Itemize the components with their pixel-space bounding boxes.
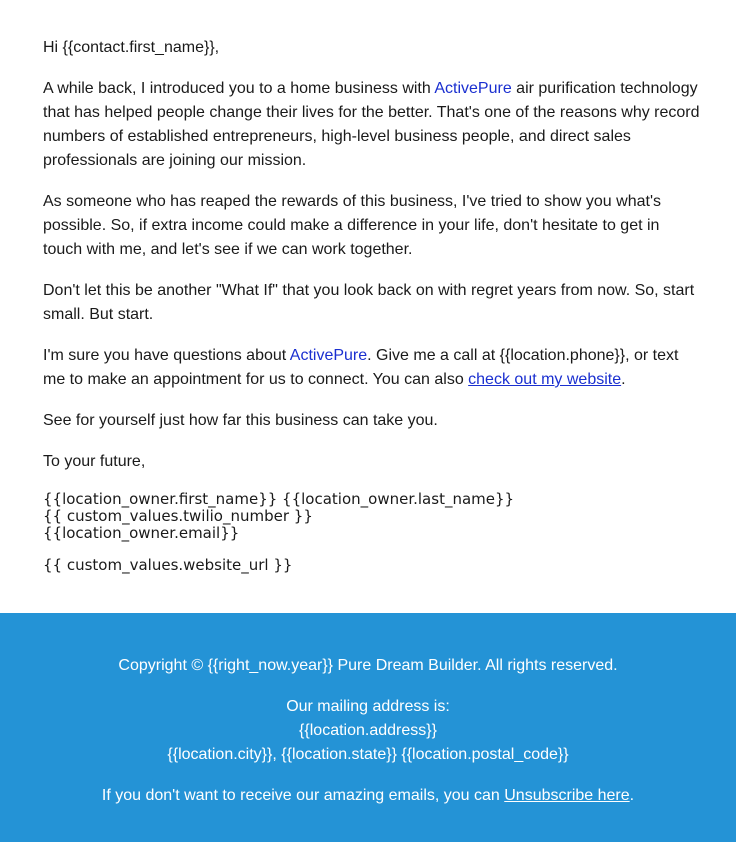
paragraph-questions-text-2: . Give me a call at {{location.phone}}, or text me to make an appointment for us to connect. You can also [43,347,679,388]
email-footer [0,613,736,842]
footer-copyright: Copyright © {{right_now.year}} Pure Dream Builder. All rights reserved. [118,657,618,674]
mailing-address-label: Our mailing address is: [286,698,450,715]
activepure-link[interactable]: ActivePure [434,80,512,97]
unsubscribe-text: If you don't want to receive our amazing emails, you can [101,787,505,804]
activepure-link-2[interactable]: ActivePure [289,347,368,364]
paragraph-intro [43,77,703,173]
paragraph-questions-text-1: I'm sure you have questions about [43,347,290,364]
footer-unsubscribe [0,784,736,808]
email-content [43,36,703,574]
paragraph-intro-text-2: air purification technology that has helped people change their lives for the better. That's one of the reasons why record numbers of established entrepreneurs, high-level business people, and direct sales professionals are joining our mission. [43,80,700,169]
paragraph-questions-text-3: . [621,371,626,388]
paragraph-see: See for yourself just how far this business can take you. [43,412,438,429]
mailing-address-line-2: {{location.city}}, {{location.state}} {{location.postal_code}} [167,746,569,763]
greeting: Hi {{contact.first_name}}, [43,39,220,56]
website-link[interactable]: check out my website [468,371,622,388]
paragraph-intro-text-1: A while back, I introduced you to a home business with [43,80,435,97]
signature-email: {{location_owner.email}} [43,524,240,542]
signature-name: {{location_owner.first_name}} {{location_owner.last_name}} [43,490,515,508]
signature-phone: {{ custom_values.twilio_number }} [43,507,313,525]
paragraph-what-if: Don't let this be another "What If" that you look back on with regret years from now. So, start small. But start. [43,282,695,323]
paragraph-questions [43,344,703,392]
signature [43,491,703,574]
closing: To your future, [43,453,146,470]
footer-mailing-address [0,695,736,767]
paragraph-rewards: As someone who has reaped the rewards of this business, I've tried to show you what's possible. So, if extra income could make a difference in your life, don't hesitate to get in touch with me, and let's see if we can work together. [43,193,661,258]
unsubscribe-period: . [629,787,635,804]
signature-website: {{ custom_values.website_url }} [43,556,293,574]
unsubscribe-link[interactable]: Unsubscribe here [504,787,630,804]
mailing-address-line-1: {{location.address}} [299,722,437,739]
